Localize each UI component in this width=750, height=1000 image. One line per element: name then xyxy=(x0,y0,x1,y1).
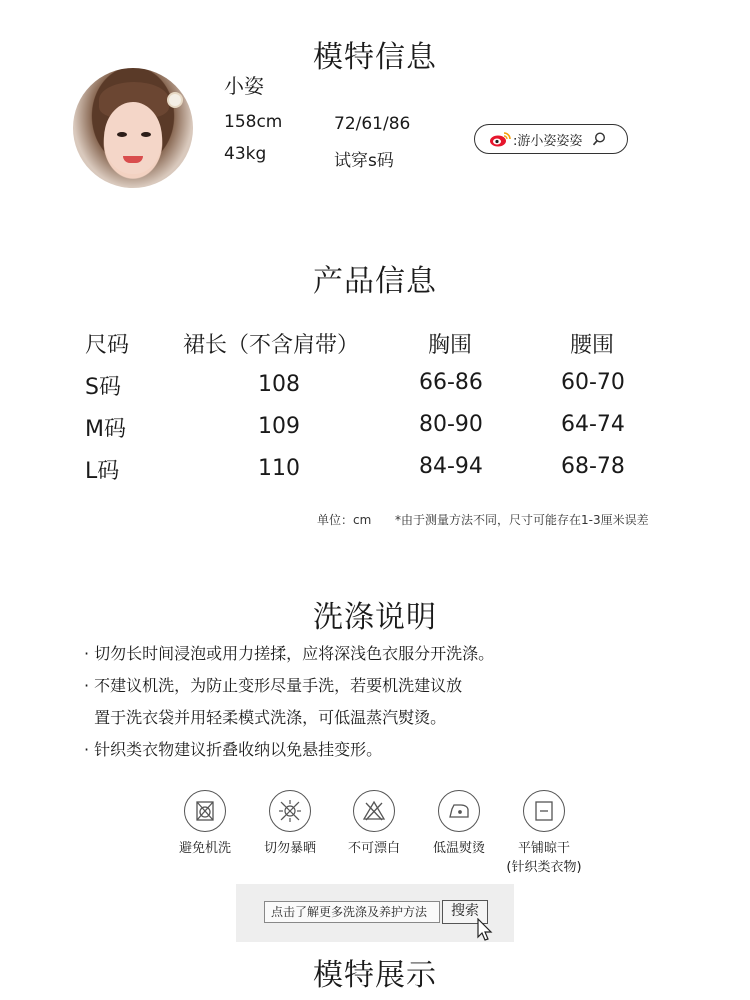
weibo-handle: :游小姿姿姿 xyxy=(513,133,583,149)
low-iron-icon xyxy=(438,790,480,832)
model-tried-size: 试穿s码 xyxy=(334,151,394,171)
care-search-button[interactable]: 搜索 xyxy=(442,900,488,924)
model-height: 158cm xyxy=(224,112,283,132)
care-label: 切勿暴晒 xyxy=(263,841,316,856)
waist-s: 60-70 xyxy=(561,370,625,395)
care-label: 平铺晾干 xyxy=(517,841,570,856)
model-name: 小姿 xyxy=(224,74,264,98)
weibo-logo-icon xyxy=(489,131,511,147)
size-m: M码 xyxy=(85,417,126,442)
length-s: 108 xyxy=(258,372,300,397)
col-length-header: 裙长（不含肩带） xyxy=(183,333,360,358)
care-sublabel: (针织类衣物) xyxy=(506,860,582,875)
product-info-title: 产品信息 xyxy=(313,264,437,299)
col-waist-header: 腰围 xyxy=(570,333,615,358)
col-size-header: 尺码 xyxy=(85,333,130,358)
care-search-input[interactable]: 点击了解更多洗涤及养护方法 xyxy=(264,901,440,923)
care-dry-flat xyxy=(504,790,584,875)
care-no-machine-wash xyxy=(165,790,245,856)
wash-bullet-2-cont: 置于洗衣袋并用轻柔模式洗涤，可低温蒸汽熨烫。 xyxy=(84,708,447,727)
wash-info-title: 洗涤说明 xyxy=(313,600,437,635)
care-no-sun xyxy=(250,790,330,856)
care-label: 低温熨烫 xyxy=(432,841,485,856)
model-measurements: 72/61/86 xyxy=(334,114,411,134)
length-l: 110 xyxy=(258,456,300,481)
care-no-bleach xyxy=(334,790,414,856)
length-m: 109 xyxy=(258,414,300,439)
wash-bullet-3: · 针织类衣物建议折叠收纳以免悬挂变形。 xyxy=(84,740,383,759)
bust-m: 80-90 xyxy=(419,412,483,437)
search-icon xyxy=(592,132,606,146)
size-s: S码 xyxy=(85,375,121,400)
no-sun-icon xyxy=(269,790,311,832)
dry-flat-icon xyxy=(523,790,565,832)
model-weight: 43kg xyxy=(224,144,267,164)
wash-bullet-1: · 切勿长时间浸泡或用力搓揉，应将深浅色衣服分开洗涤。 xyxy=(84,644,495,663)
care-search-bar xyxy=(236,884,514,942)
care-label: 避免机洗 xyxy=(178,841,231,856)
pointer-cursor-icon xyxy=(476,918,494,946)
weibo-search-pill[interactable] xyxy=(474,124,628,154)
no-machine-wash-icon xyxy=(184,790,226,832)
model-avatar xyxy=(73,68,193,188)
unit-note: 单位：cm xyxy=(317,513,372,527)
bust-l: 84-94 xyxy=(419,454,483,479)
bust-s: 66-86 xyxy=(419,370,483,395)
col-bust-header: 胸围 xyxy=(428,333,473,358)
care-low-iron xyxy=(419,790,499,856)
measurement-disclaimer: *由于测量方法不同，尺寸可能存在1-3厘米误差 xyxy=(395,513,649,527)
size-l: L码 xyxy=(85,459,120,484)
no-bleach-icon xyxy=(353,790,395,832)
model-info-title: 模特信息 xyxy=(313,40,437,75)
waist-l: 68-78 xyxy=(561,454,625,479)
care-label: 不可漂白 xyxy=(347,841,400,856)
waist-m: 64-74 xyxy=(561,412,625,437)
model-display-title: 模特展示 xyxy=(313,958,437,993)
wash-bullet-2: · 不建议机洗，为防止变形尽量手洗，若要机洗建议放 xyxy=(84,676,463,695)
